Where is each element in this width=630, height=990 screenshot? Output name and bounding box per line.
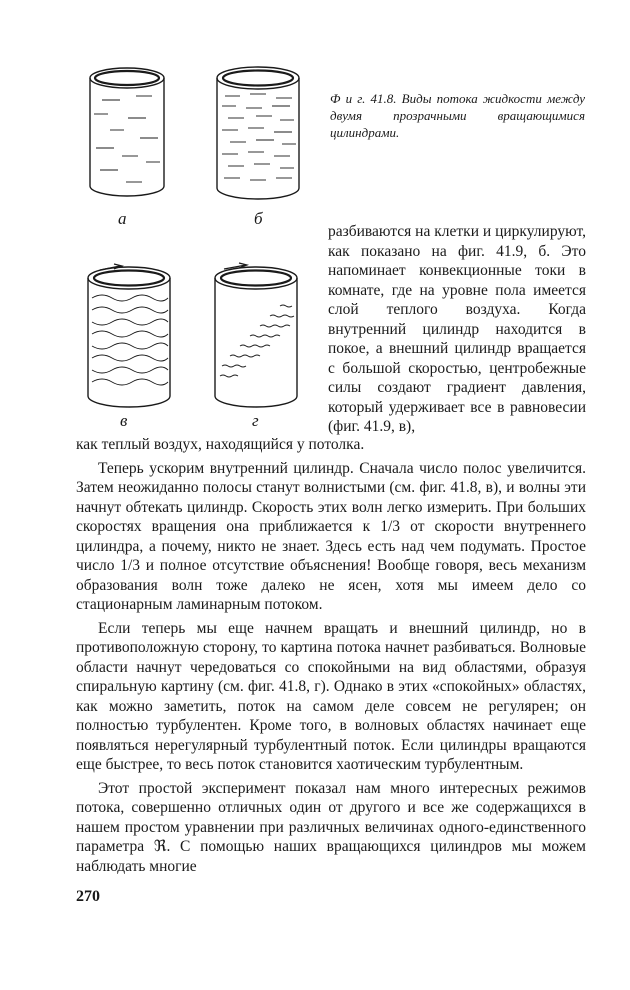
main-text xyxy=(76,435,586,876)
label-a: а xyxy=(118,209,127,228)
paragraph: Этот простой эксперимент показал нам много интересных режимов потока, совершенно отличных один от другого и все же содержащихся в нашем простом уравнении при различных величинах одного-единственного параметра ℜ. С помощью наших вращающихся цилиндров мы можем наблюдать многие xyxy=(76,779,586,875)
label-g: г xyxy=(252,411,259,430)
figure-caption: Ф и г. 41.8. Виды потока жидкости между двумя прозрачными вращающимися цилиндрами. xyxy=(330,91,585,140)
cylinder-v xyxy=(88,264,170,407)
cylinders-illustration xyxy=(80,58,320,430)
page-number: 270 xyxy=(76,888,100,905)
paragraph: Теперь ускорим внутренний цилиндр. Сначала число полос увеличится. Затем неожиданно полосы станут волнистыми (см. фиг. 41.8, в), и волны эти начнут обтекать цилиндр. Скорость этих волн легко измерить. При больших скоростях вращения она приближается к 1/3 от скорости внутреннего цилиндра, а почему, никто не знает. Здесь есть над чем подумать. Простое число 1/3 и полное отсутствие объяснения! Вообще говоря, весь механизм образования волн тоже далеко не ясен, хотя мы имеем дело со стационарным ламинарным потоком. xyxy=(76,459,586,613)
label-b: б xyxy=(254,209,263,228)
paragraph-continuation: как теплый воздух, находящийся у потолка. xyxy=(76,436,365,453)
cylinder-g xyxy=(215,263,297,407)
side-paragraph: разбиваются на клетки и циркулируют, как показано на фиг. 41.9, б. Это напоминает конвекционные токи в комнате, где на уровне пола имеется слой теплого воздуха. Когда внутренний цилиндр находится в покое, а внешний цилиндр вращается с большой скоростью, центробежные силы создают градиент давления, который удерживает все в равновесии (фиг. 41.9, в), xyxy=(328,223,586,435)
label-v: в xyxy=(120,411,128,430)
cylinder-a xyxy=(90,68,164,196)
figure-41-8 xyxy=(80,58,320,430)
paragraph: Если теперь мы еще начнем вращать и внешний цилиндр, но в противоположную сторону, то картина потока начнет разбиваться. Волновые области начнут чередоваться со спокойными на вид областями, образуя спиральную картину (см. фиг. 41.8, г). Однако в этих «спокойных» областях, как можно заметить, поток на самом деле совсем не регулярен; он полностью турбулентен. Кроме того, в волновых областях начинает еще появляться нерегулярный турбулентный поток. Если цилиндры вращаются еще быстрее, то весь поток становится хаотическим турбулентным. xyxy=(76,619,586,773)
cylinder-b xyxy=(217,67,299,199)
